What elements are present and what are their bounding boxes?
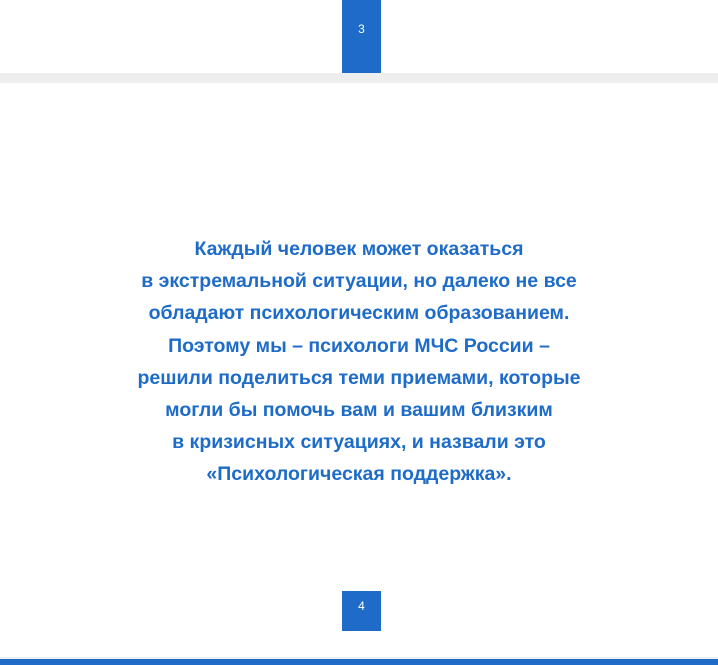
page-number-label: 3: [358, 22, 365, 36]
intro-line: могли бы помочь вам и вашим близким: [165, 399, 553, 422]
next-page-edge: [0, 659, 718, 665]
page-number-badge: [342, 591, 381, 631]
previous-page: [0, 0, 718, 73]
intro-line: Поэтому мы – психологи МЧС России –: [168, 334, 550, 357]
intro-line: в кризисных ситуациях, и назвали это: [172, 431, 546, 454]
current-page: [0, 83, 718, 657]
intro-line: в экстремальной ситуации, но далеко не все: [141, 270, 577, 293]
intro-line: решили поделиться теми приемами, которые: [137, 366, 581, 389]
page-number-badge: [342, 0, 381, 73]
page-separator: [0, 73, 718, 83]
intro-paragraph: [60, 233, 658, 491]
intro-line: «Психологическая поддержка».: [206, 463, 512, 486]
intro-line: Каждый человек может оказаться: [194, 238, 524, 260]
page-number-label: 4: [358, 599, 365, 613]
intro-line: обладают психологическим образованием.: [148, 302, 570, 325]
